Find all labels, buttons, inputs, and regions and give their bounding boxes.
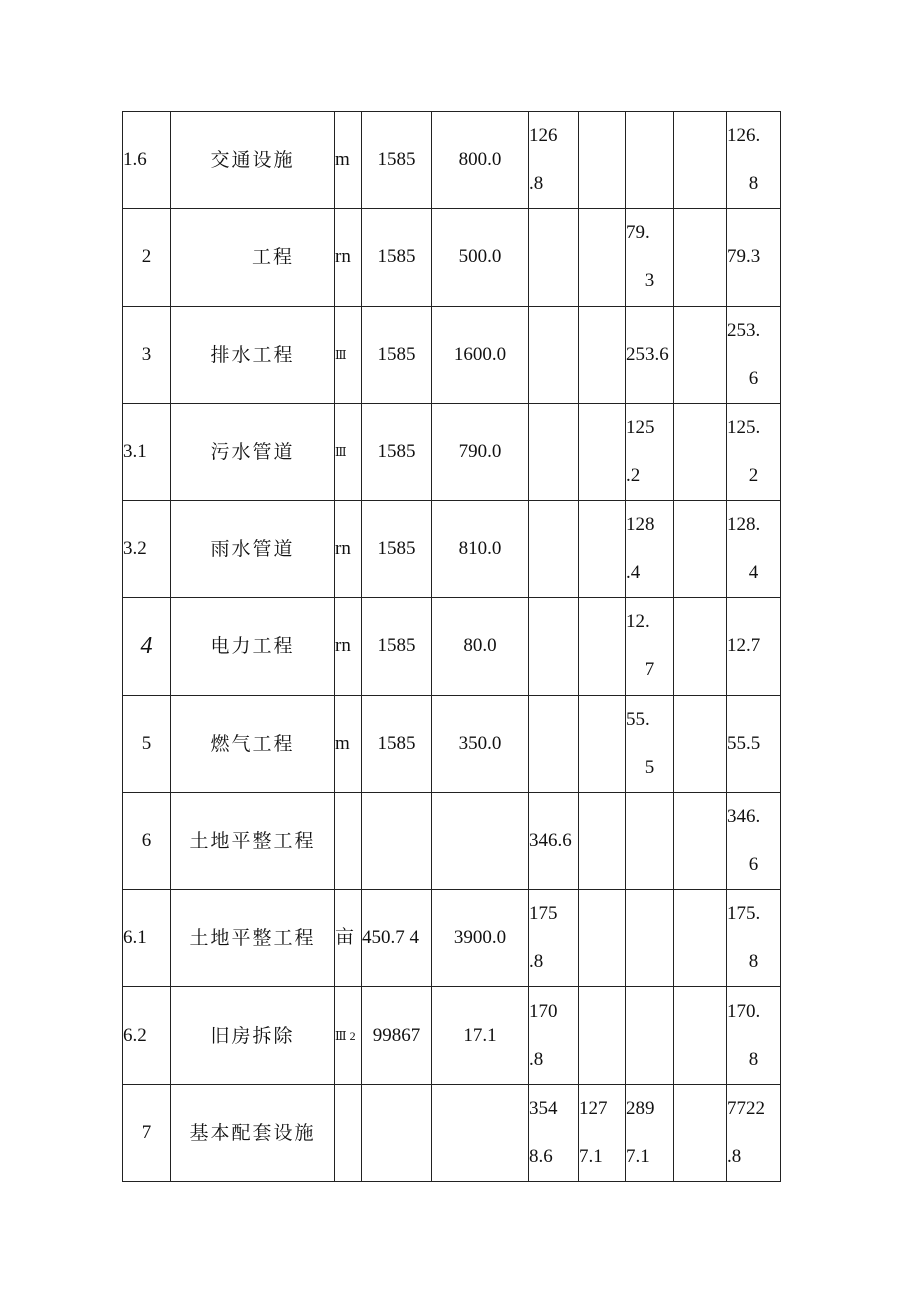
quantity-cell: 1585 [362, 598, 432, 695]
quantity-cell: 1585 [362, 112, 432, 209]
amount-cell-c4 [674, 501, 727, 598]
quantity-cell: 1585 [362, 403, 432, 500]
row-index: 3 [123, 306, 171, 403]
amount-cell-c5 [727, 598, 781, 695]
item-name: 基本配套设施 [171, 1084, 335, 1181]
amount-cell-c3 [626, 890, 674, 987]
amount-cell-c2 [579, 792, 626, 889]
unit-cell: Ⅲ 2 [335, 987, 362, 1084]
item-name: 雨水管道 [171, 501, 335, 598]
table-row [123, 501, 835, 598]
amount-line: 128. [727, 514, 761, 536]
amount-line: 4 [748, 562, 759, 584]
item-name: 土地平整工程 [171, 890, 335, 987]
amount-cell-c5 [727, 306, 781, 403]
amount-cell-c2 [579, 112, 626, 209]
budget-table [122, 111, 835, 1182]
unit-cell: rn [335, 501, 362, 598]
unit-price-cell: 810.0 [432, 501, 529, 598]
unit-cell: Ⅲ [335, 403, 362, 500]
amount-cell-c2 [579, 403, 626, 500]
item-name: 污水管道 [171, 403, 335, 500]
amount-cell-c4 [674, 1084, 727, 1181]
unit-cell: m [335, 112, 362, 209]
table-row [123, 792, 835, 889]
item-name: 排水工程 [171, 306, 335, 403]
amount-cell-c3 [626, 501, 674, 598]
amount-line: 55. [626, 708, 650, 730]
amount-line: 55.5 [727, 732, 761, 754]
amount-cell-c1 [529, 209, 579, 306]
amount-cell-c4 [674, 695, 727, 792]
amount-line: 3 [644, 270, 655, 292]
amount-cell-c1 [529, 1084, 579, 1181]
amount-cell-c4 [674, 598, 727, 695]
amount-cell-c3 [626, 209, 674, 306]
quantity-cell [362, 792, 432, 889]
amount-cell-c2 [579, 890, 626, 987]
amount-cell-c1 [529, 112, 579, 209]
table-row [123, 598, 835, 695]
amount-line: 289 [626, 1097, 655, 1119]
unit-price-cell: 800.0 [432, 112, 529, 209]
unit-cell: rn [335, 598, 362, 695]
unit-cell: Ⅲ [335, 306, 362, 403]
quantity-cell: 450.7 4 [362, 890, 432, 987]
quantity-cell [362, 1084, 432, 1181]
amount-line: 125 [626, 416, 655, 438]
amount-cell-c1 [529, 792, 579, 889]
row-index: 1.6 [123, 112, 171, 209]
amount-line: 126. [727, 125, 761, 147]
item-name: 电力工程 [171, 598, 335, 695]
row-index: 7 [123, 1084, 171, 1181]
amount-cell-c3 [626, 792, 674, 889]
amount-line: 6 [748, 853, 759, 875]
amount-cell-c3 [626, 306, 674, 403]
amount-cell-c1 [529, 598, 579, 695]
amount-line: 170. [727, 1000, 761, 1022]
unit-cell: 亩 [335, 890, 362, 987]
table-row [123, 403, 835, 500]
amount-cell-c3 [626, 112, 674, 209]
amount-cell-c1 [529, 987, 579, 1084]
amount-cell-c4 [674, 112, 727, 209]
amount-line: 7.1 [579, 1145, 603, 1167]
row-index: 2 [123, 209, 171, 306]
row-index: 5 [123, 695, 171, 792]
table-row [123, 306, 835, 403]
amount-cell-c4 [674, 890, 727, 987]
amount-line: 6 [748, 367, 759, 389]
amount-cell-c4 [674, 403, 727, 500]
item-name: 旧房拆除 [171, 987, 335, 1084]
row-index: 3.2 [123, 501, 171, 598]
item-name: 燃气工程 [171, 695, 335, 792]
amount-cell-c4 [674, 209, 727, 306]
amount-line: .4 [626, 562, 641, 584]
table-row [123, 890, 835, 987]
unit-price-cell: 17.1 [432, 987, 529, 1084]
quantity-cell: 1585 [362, 501, 432, 598]
quantity-cell: 1585 [362, 209, 432, 306]
amount-line: 253. [727, 319, 761, 341]
amount-cell-c3 [626, 987, 674, 1084]
amount-cell-c2 [579, 501, 626, 598]
amount-cell-c5 [727, 987, 781, 1084]
unit-cell: rn [335, 209, 362, 306]
amount-cell-c2 [579, 695, 626, 792]
amount-cell-c1 [529, 501, 579, 598]
row-index: 4 [123, 598, 171, 695]
amount-line: 175. [727, 903, 761, 925]
amount-cell-c2 [579, 598, 626, 695]
amount-line: 79.3 [727, 246, 761, 268]
unit-price-cell [432, 1084, 529, 1181]
amount-line: 127 [579, 1097, 608, 1119]
amount-line: .8 [529, 951, 544, 973]
unit-price-cell: 3900.0 [432, 890, 529, 987]
amount-cell-c5 [727, 501, 781, 598]
amount-line: 128 [626, 514, 655, 536]
unit-price-cell: 350.0 [432, 695, 529, 792]
item-name: 土地平整工程 [171, 792, 335, 889]
amount-cell-c4 [674, 987, 727, 1084]
table-body [123, 112, 835, 1182]
amount-cell-c4 [674, 306, 727, 403]
item-name: 工程 [171, 209, 335, 306]
table-row [123, 695, 835, 792]
amount-cell-c2 [579, 987, 626, 1084]
amount-line: 7.1 [626, 1145, 650, 1167]
amount-line: 7 [644, 659, 655, 681]
amount-line: .8 [727, 1145, 742, 1167]
row-index: 6.2 [123, 987, 171, 1084]
amount-line: 8 [748, 1048, 759, 1070]
amount-line: 8 [748, 951, 759, 973]
row-index: 6 [123, 792, 171, 889]
amount-line: 5 [644, 756, 655, 778]
quantity-cell: 1585 [362, 695, 432, 792]
amount-cell-c5 [727, 890, 781, 987]
row-index: 6.1 [123, 890, 171, 987]
amount-line: 175 [529, 903, 558, 925]
quantity-cell: 99867 [362, 987, 432, 1084]
amount-line: 125. [727, 416, 761, 438]
amount-cell-c1 [529, 695, 579, 792]
table-row [123, 112, 835, 209]
amount-line: 126 [529, 125, 558, 147]
amount-cell-c5 [727, 209, 781, 306]
amount-cell-c4 [674, 792, 727, 889]
amount-cell-c3 [626, 695, 674, 792]
amount-cell-c3 [626, 1084, 674, 1181]
row-index: 3.1 [123, 403, 171, 500]
amount-line: .8 [529, 173, 544, 195]
amount-line: 12. [626, 611, 650, 633]
amount-cell-c1 [529, 890, 579, 987]
amount-line: .8 [529, 1048, 544, 1070]
amount-line: 12.7 [727, 635, 761, 657]
amount-cell-c5 [727, 112, 781, 209]
amount-line: 253.6 [626, 343, 669, 365]
table-row [123, 1084, 835, 1181]
table-row [123, 987, 835, 1084]
amount-line: 79. [626, 222, 650, 244]
quantity-cell: 1585 [362, 306, 432, 403]
unit-cell [335, 1084, 362, 1181]
unit-cell [335, 792, 362, 889]
table-row [123, 209, 835, 306]
amount-line: 170 [529, 1000, 558, 1022]
amount-cell-c3 [626, 403, 674, 500]
amount-cell-c5 [727, 695, 781, 792]
amount-cell-c5 [727, 1084, 781, 1181]
amount-cell-c5 [727, 792, 781, 889]
amount-line: 346. [727, 805, 761, 827]
amount-cell-c2 [579, 1084, 626, 1181]
unit-price-cell: 790.0 [432, 403, 529, 500]
unit-cell: m [335, 695, 362, 792]
amount-line: .2 [626, 464, 641, 486]
amount-cell-c1 [529, 403, 579, 500]
amount-line: 346.6 [529, 829, 572, 851]
amount-line: 2 [748, 464, 759, 486]
unit-price-cell: 500.0 [432, 209, 529, 306]
amount-cell-c2 [579, 209, 626, 306]
item-name: 交通设施 [171, 112, 335, 209]
unit-price-cell: 80.0 [432, 598, 529, 695]
unit-price-cell [432, 792, 529, 889]
amount-cell-c1 [529, 306, 579, 403]
amount-cell-c3 [626, 598, 674, 695]
amount-cell-c2 [579, 306, 626, 403]
amount-line: 7722 [727, 1097, 765, 1119]
amount-line: 8 [748, 173, 759, 195]
amount-line: 8.6 [529, 1145, 553, 1167]
amount-cell-c5 [727, 403, 781, 500]
amount-line: 354 [529, 1097, 558, 1119]
unit-price-cell: 1600.0 [432, 306, 529, 403]
